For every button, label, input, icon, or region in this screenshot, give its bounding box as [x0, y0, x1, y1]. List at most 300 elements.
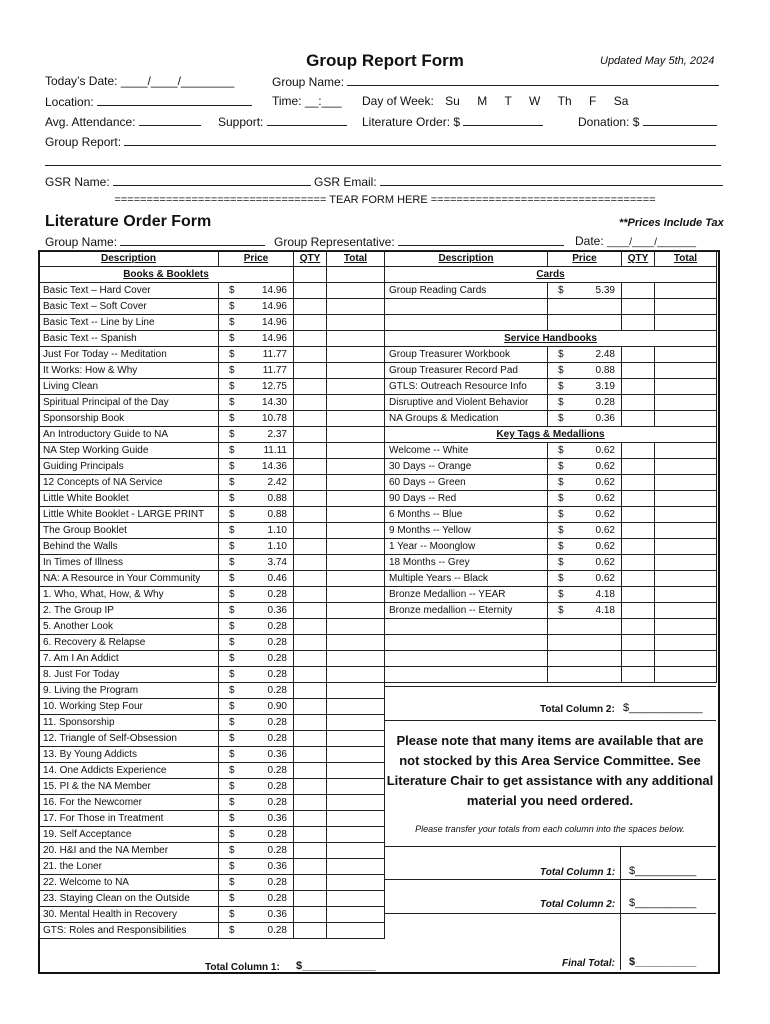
- total-input[interactable]: [327, 379, 385, 395]
- qty-input[interactable]: [294, 491, 327, 507]
- total-input[interactable]: [327, 891, 385, 907]
- qty-input[interactable]: [622, 475, 655, 491]
- time-label: Time:: [272, 94, 302, 108]
- qty-input[interactable]: [294, 347, 327, 363]
- blank-description[interactable]: [385, 315, 548, 331]
- qty-input[interactable]: [294, 875, 327, 891]
- item-row: [39, 923, 385, 939]
- qty-input[interactable]: [294, 843, 327, 859]
- item-row: [385, 603, 717, 619]
- price-cell: [548, 539, 622, 555]
- price-cell: [548, 523, 622, 539]
- item-description: Just For Today -- Meditation: [39, 347, 219, 363]
- currency-symbol: $: [229, 397, 235, 408]
- qty-input[interactable]: [622, 315, 655, 331]
- item-description: 14. One Addicts Experience: [39, 763, 219, 779]
- price-value: 0.62: [595, 461, 615, 472]
- price-value: 2.37: [267, 429, 287, 440]
- price-value: 4.18: [595, 605, 615, 616]
- price-value: 0.28: [267, 797, 287, 808]
- total-input[interactable]: [655, 507, 717, 523]
- price-value: 14.96: [261, 301, 287, 312]
- col-price-header-2: Price: [548, 251, 622, 267]
- total-input[interactable]: [327, 395, 385, 411]
- qty-input[interactable]: [294, 315, 327, 331]
- price-value: 0.36: [267, 813, 287, 824]
- total-input[interactable]: [327, 523, 385, 539]
- day-m[interactable]: M: [477, 94, 488, 108]
- item-row: [39, 347, 385, 363]
- total-input[interactable]: [327, 411, 385, 427]
- total-input[interactable]: [655, 619, 717, 635]
- total-input[interactable]: [327, 859, 385, 875]
- price-cell: [219, 555, 294, 571]
- todays-date-field[interactable]: ____/____/________: [120, 74, 235, 88]
- time-field[interactable]: __:___: [304, 94, 342, 108]
- currency-symbol: $: [229, 429, 235, 440]
- blank-price[interactable]: [548, 667, 622, 683]
- qty-input[interactable]: [622, 651, 655, 667]
- item-row: [39, 571, 385, 587]
- qty-input[interactable]: [294, 811, 327, 827]
- total-input[interactable]: [655, 491, 717, 507]
- item-row: [385, 555, 717, 571]
- item-row: [385, 395, 717, 411]
- total-input[interactable]: [327, 587, 385, 603]
- qty-input[interactable]: [294, 731, 327, 747]
- qty-input[interactable]: [294, 683, 327, 699]
- support-label: Support:: [218, 115, 264, 129]
- lit-date-label: Date:: [575, 234, 604, 248]
- total-input[interactable]: [327, 603, 385, 619]
- price-value: 0.36: [267, 909, 287, 920]
- literature-order-field[interactable]: [463, 114, 543, 126]
- item-description: In Times of Illness: [39, 555, 219, 571]
- price-cell: [219, 619, 294, 635]
- total-input[interactable]: [327, 683, 385, 699]
- day-t[interactable]: T: [504, 94, 512, 108]
- total-input[interactable]: [655, 587, 717, 603]
- price-cell: [219, 635, 294, 651]
- qty-input[interactable]: [294, 363, 327, 379]
- item-description: NA Groups & Medication: [385, 411, 548, 427]
- qty-input[interactable]: [294, 715, 327, 731]
- qty-input[interactable]: [622, 571, 655, 587]
- qty-input[interactable]: [622, 411, 655, 427]
- blank-price[interactable]: [548, 315, 622, 331]
- item-description: Spiritual Principal of the Day: [39, 395, 219, 411]
- price-cell: [219, 475, 294, 491]
- currency-symbol: $: [229, 893, 235, 904]
- currency-symbol: $: [229, 829, 235, 840]
- blank-description[interactable]: [385, 299, 548, 315]
- currency-symbol: $: [558, 525, 564, 536]
- col-qty-header: QTY: [294, 251, 327, 267]
- lit-group-name-row: [45, 234, 265, 249]
- qty-input[interactable]: [622, 395, 655, 411]
- total-input[interactable]: [655, 571, 717, 587]
- summary-col1-field[interactable]: $__________: [629, 865, 697, 877]
- item-row: [39, 683, 385, 699]
- total-input[interactable]: [327, 747, 385, 763]
- total-input[interactable]: [327, 491, 385, 507]
- qty-input[interactable]: [622, 299, 655, 315]
- qty-input[interactable]: [294, 555, 327, 571]
- price-value: 0.62: [595, 557, 615, 568]
- time-row: [272, 94, 342, 108]
- total-input[interactable]: [327, 283, 385, 299]
- day-of-week-label: Day of Week:: [362, 94, 434, 108]
- qty-input[interactable]: [294, 763, 327, 779]
- item-description: It Works: How & Why: [39, 363, 219, 379]
- total-input[interactable]: [655, 523, 717, 539]
- item-description: GTS: Roles and Responsibilities: [39, 923, 219, 939]
- qty-input[interactable]: [622, 667, 655, 683]
- qty-input[interactable]: [294, 395, 327, 411]
- total-input[interactable]: [327, 507, 385, 523]
- price-value: 0.36: [267, 605, 287, 616]
- support-row: [218, 114, 347, 129]
- day-w[interactable]: W: [529, 94, 541, 108]
- qty-input[interactable]: [622, 603, 655, 619]
- qty-input[interactable]: [294, 283, 327, 299]
- blank-row: [385, 651, 717, 667]
- currency-symbol: $: [229, 877, 235, 888]
- qty-input[interactable]: [622, 363, 655, 379]
- total-input[interactable]: [655, 667, 717, 683]
- item-row: [39, 907, 385, 923]
- total-input[interactable]: [327, 827, 385, 843]
- total-input[interactable]: [327, 315, 385, 331]
- total-input[interactable]: [327, 731, 385, 747]
- price-cell: [219, 507, 294, 523]
- price-value: 0.28: [267, 877, 287, 888]
- total-input[interactable]: [655, 475, 717, 491]
- item-row: [39, 587, 385, 603]
- item-row: [385, 363, 717, 379]
- price-value: 0.88: [595, 365, 615, 376]
- price-cell: [219, 907, 294, 923]
- currency-symbol: $: [229, 669, 235, 680]
- item-description: 23. Staying Clean on the Outside: [39, 891, 219, 907]
- total-input[interactable]: [327, 299, 385, 315]
- price-cell: [219, 651, 294, 667]
- gsr-email-field[interactable]: [380, 174, 723, 186]
- item-row: [39, 427, 385, 443]
- total-input[interactable]: [655, 363, 717, 379]
- qty-input[interactable]: [622, 619, 655, 635]
- qty-input[interactable]: [294, 523, 327, 539]
- total-input[interactable]: [655, 555, 717, 571]
- item-description: 1. Who, What, How, & Why: [39, 587, 219, 603]
- qty-input[interactable]: [294, 619, 327, 635]
- total-input[interactable]: [327, 443, 385, 459]
- total-input[interactable]: [327, 811, 385, 827]
- qty-input[interactable]: [294, 475, 327, 491]
- qty-input[interactable]: [294, 603, 327, 619]
- price-cell: [548, 571, 622, 587]
- qty-input[interactable]: [294, 651, 327, 667]
- day-su[interactable]: Su: [445, 94, 460, 108]
- total-input[interactable]: [327, 763, 385, 779]
- qty-input[interactable]: [294, 331, 327, 347]
- item-description: Multiple Years -- Black: [385, 571, 548, 587]
- total-input[interactable]: [327, 923, 385, 939]
- summary-col2-field[interactable]: $__________: [629, 897, 697, 909]
- item-row: [385, 475, 717, 491]
- gsr-email-row: [314, 174, 723, 189]
- total-input[interactable]: [327, 843, 385, 859]
- price-value: 0.28: [267, 829, 287, 840]
- qty-input[interactable]: [294, 891, 327, 907]
- qty-input[interactable]: [294, 587, 327, 603]
- item-row: [39, 299, 385, 315]
- item-row: [39, 395, 385, 411]
- qty-input[interactable]: [294, 827, 327, 843]
- item-description: Bronze Medallion -- YEAR: [385, 587, 548, 603]
- item-row: [39, 379, 385, 395]
- blank-description[interactable]: [385, 635, 548, 651]
- total-input[interactable]: [327, 571, 385, 587]
- total-input[interactable]: [327, 539, 385, 555]
- currency-symbol: $: [558, 349, 564, 360]
- total-input[interactable]: [327, 363, 385, 379]
- blank-price[interactable]: [548, 635, 622, 651]
- price-value: 14.96: [261, 333, 287, 344]
- currency-symbol: $: [558, 285, 564, 296]
- currency-symbol: $: [229, 541, 235, 552]
- qty-input[interactable]: [622, 635, 655, 651]
- price-cell: [219, 443, 294, 459]
- qty-input[interactable]: [622, 491, 655, 507]
- qty-input[interactable]: [622, 539, 655, 555]
- qty-input[interactable]: [294, 427, 327, 443]
- donation-field[interactable]: [643, 114, 717, 126]
- blank-description[interactable]: [385, 667, 548, 683]
- price-value: 11.77: [262, 349, 287, 360]
- total-input[interactable]: [327, 555, 385, 571]
- total-input[interactable]: [655, 411, 717, 427]
- total-input[interactable]: [327, 699, 385, 715]
- qty-input[interactable]: [622, 459, 655, 475]
- qty-input[interactable]: [294, 571, 327, 587]
- item-description: Behind the Walls: [39, 539, 219, 555]
- handbooks-section-label: Service Handbooks: [385, 331, 717, 347]
- total-input[interactable]: [655, 635, 717, 651]
- item-row: [39, 539, 385, 555]
- price-cell: [219, 667, 294, 683]
- page-title: Group Report Form: [306, 51, 464, 70]
- qty-input[interactable]: [622, 283, 655, 299]
- price-value: 1.10: [267, 525, 287, 536]
- group-rep-row: [274, 234, 564, 249]
- currency-symbol: $: [229, 445, 235, 456]
- total-column-2-field[interactable]: $____________: [623, 702, 703, 714]
- final-total-label: Final Total:: [562, 958, 615, 969]
- price-value: 0.90: [267, 701, 287, 712]
- day-sa[interactable]: Sa: [613, 94, 629, 108]
- qty-input[interactable]: [622, 555, 655, 571]
- price-value: 11.77: [262, 365, 287, 376]
- blank-price[interactable]: [548, 651, 622, 667]
- item-row: [385, 523, 717, 539]
- qty-input[interactable]: [294, 299, 327, 315]
- qty-input[interactable]: [294, 635, 327, 651]
- qty-input[interactable]: [294, 459, 327, 475]
- final-total-field[interactable]: $__________: [629, 956, 697, 968]
- price-value: 0.62: [595, 509, 615, 520]
- total-input[interactable]: [655, 443, 717, 459]
- qty-input[interactable]: [294, 507, 327, 523]
- item-row: [385, 539, 717, 555]
- item-description: Living Clean: [39, 379, 219, 395]
- item-description: An Introductory Guide to NA: [39, 427, 219, 443]
- total-input[interactable]: [327, 651, 385, 667]
- qty-input[interactable]: [294, 667, 327, 683]
- lit-group-name-field[interactable]: [120, 234, 265, 246]
- group-rep-field[interactable]: [398, 234, 564, 246]
- total-input[interactable]: [327, 347, 385, 363]
- total-input[interactable]: [327, 667, 385, 683]
- total-column-1-field[interactable]: $____________: [296, 960, 376, 972]
- total-input[interactable]: [327, 459, 385, 475]
- total-input[interactable]: [655, 459, 717, 475]
- total-input[interactable]: [655, 315, 717, 331]
- price-cell: [219, 331, 294, 347]
- currency-symbol: $: [229, 349, 235, 360]
- item-row: [39, 795, 385, 811]
- location-field[interactable]: [97, 94, 252, 106]
- total-input[interactable]: [327, 875, 385, 891]
- qty-input[interactable]: [622, 507, 655, 523]
- total-input[interactable]: [655, 283, 717, 299]
- price-cell: [219, 571, 294, 587]
- price-value: 0.28: [267, 621, 287, 632]
- total-input[interactable]: [655, 347, 717, 363]
- item-row: [39, 779, 385, 795]
- currency-symbol: $: [229, 461, 235, 472]
- qty-input[interactable]: [294, 795, 327, 811]
- qty-input[interactable]: [294, 747, 327, 763]
- group-rep-label: Group Representative:: [274, 235, 395, 249]
- item-row: [39, 843, 385, 859]
- qty-input[interactable]: [294, 859, 327, 875]
- item-row: [39, 635, 385, 651]
- qty-input[interactable]: [294, 411, 327, 427]
- item-row: [385, 411, 717, 427]
- blank-description[interactable]: [385, 619, 548, 635]
- avg-attendance-row: [45, 114, 201, 129]
- item-description: 30 Days -- Orange: [385, 459, 548, 475]
- item-row: [39, 507, 385, 523]
- qty-input[interactable]: [294, 923, 327, 939]
- total-input[interactable]: [655, 539, 717, 555]
- item-row: [39, 475, 385, 491]
- price-value: 0.28: [267, 845, 287, 856]
- total-input[interactable]: [327, 779, 385, 795]
- total-input[interactable]: [655, 395, 717, 411]
- total-input[interactable]: [327, 475, 385, 491]
- qty-input[interactable]: [294, 539, 327, 555]
- item-description: 6 Months -- Blue: [385, 507, 548, 523]
- item-description: Little White Booklet - LARGE PRINT: [39, 507, 219, 523]
- item-description: 30. Mental Health in Recovery: [39, 907, 219, 923]
- qty-input[interactable]: [622, 347, 655, 363]
- group-name-field[interactable]: [347, 74, 719, 86]
- item-row: [39, 731, 385, 747]
- currency-symbol: $: [558, 365, 564, 376]
- item-description: 12 Concepts of NA Service: [39, 475, 219, 491]
- total-input[interactable]: [327, 331, 385, 347]
- col-total-header-2: Total: [655, 251, 717, 267]
- lit-date-field[interactable]: ____/____/_______: [607, 237, 697, 248]
- qty-input[interactable]: [622, 587, 655, 603]
- item-description: Bronze medallion -- Eternity: [385, 603, 548, 619]
- total-input[interactable]: [327, 715, 385, 731]
- item-description: Guiding Principals: [39, 459, 219, 475]
- avg-attendance-field[interactable]: [139, 114, 201, 126]
- blank-price[interactable]: [548, 619, 622, 635]
- qty-input[interactable]: [622, 443, 655, 459]
- currency-symbol: $: [558, 461, 564, 472]
- price-value: 4.18: [595, 589, 615, 600]
- total-input[interactable]: [327, 907, 385, 923]
- total-input[interactable]: [655, 299, 717, 315]
- qty-input[interactable]: [622, 379, 655, 395]
- group-report-field[interactable]: [124, 134, 716, 146]
- price-value: 0.28: [267, 733, 287, 744]
- total-input[interactable]: [655, 651, 717, 667]
- qty-input[interactable]: [294, 699, 327, 715]
- currency-symbol: $: [229, 925, 235, 936]
- blank-description[interactable]: [385, 651, 548, 667]
- price-value: 0.28: [267, 781, 287, 792]
- total-input[interactable]: [327, 427, 385, 443]
- qty-input[interactable]: [294, 379, 327, 395]
- currency-symbol: $: [229, 605, 235, 616]
- group-report-line-2[interactable]: [45, 165, 721, 166]
- gsr-name-field[interactable]: [113, 174, 311, 186]
- total-input[interactable]: [327, 795, 385, 811]
- currency-symbol: $: [229, 845, 235, 856]
- price-cell: [219, 491, 294, 507]
- item-description: 20. H&I and the NA Member: [39, 843, 219, 859]
- col-description-header-2: Description: [385, 251, 548, 267]
- col-price-header: Price: [219, 251, 294, 267]
- item-description: 16. For the Newcomer: [39, 795, 219, 811]
- donation-label: Donation: $: [578, 115, 640, 129]
- qty-input[interactable]: [622, 523, 655, 539]
- total-input[interactable]: [327, 635, 385, 651]
- item-row: [385, 587, 717, 603]
- price-value: 0.28: [267, 765, 287, 776]
- price-cell: [548, 395, 622, 411]
- qty-input[interactable]: [294, 443, 327, 459]
- day-th[interactable]: Th: [557, 94, 572, 108]
- total-input[interactable]: [327, 619, 385, 635]
- qty-input[interactable]: [294, 907, 327, 923]
- price-value: 0.28: [267, 653, 287, 664]
- support-field[interactable]: [267, 114, 347, 126]
- price-cell: [219, 347, 294, 363]
- total-input[interactable]: [655, 379, 717, 395]
- keytags-section-label: Key Tags & Medallions: [385, 427, 717, 443]
- price-cell: [219, 299, 294, 315]
- total-input[interactable]: [655, 603, 717, 619]
- day-f[interactable]: F: [589, 94, 597, 108]
- blank-price[interactable]: [548, 299, 622, 315]
- qty-input[interactable]: [294, 779, 327, 795]
